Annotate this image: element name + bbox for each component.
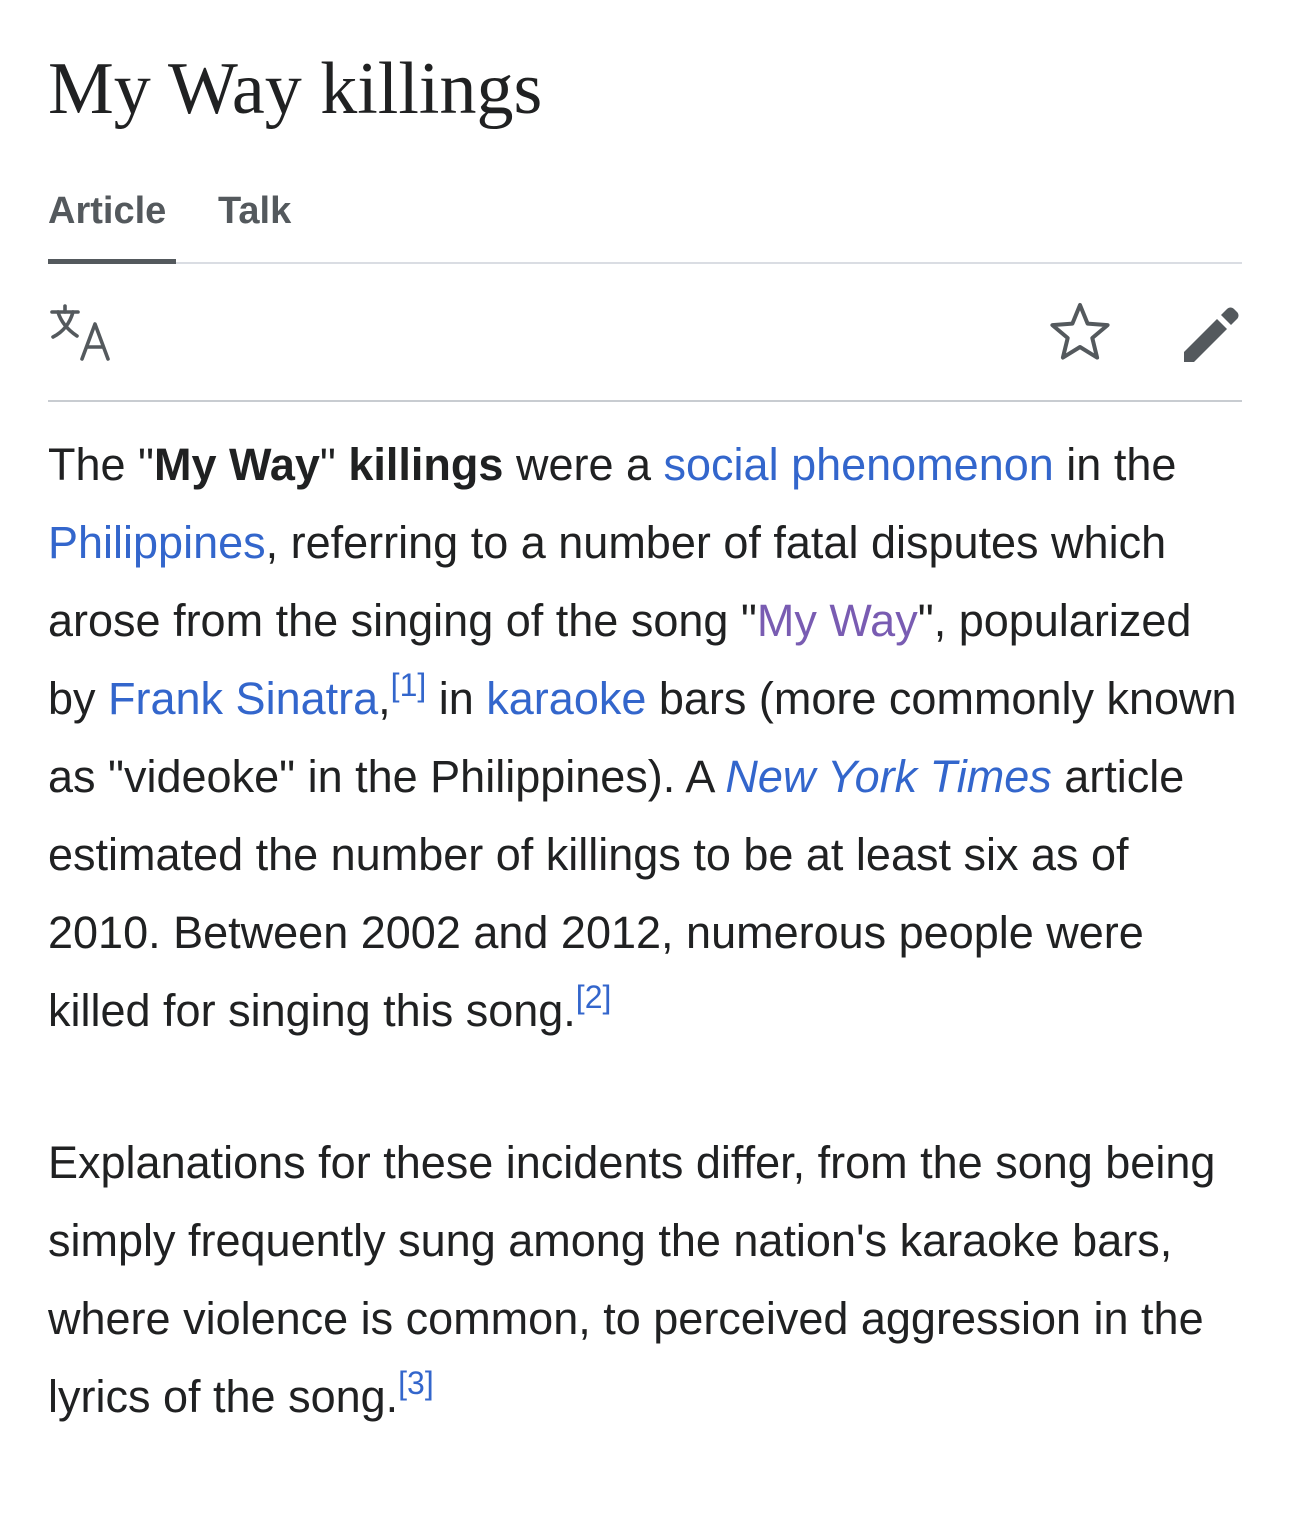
link-my-way-song[interactable]: My Way [756, 595, 918, 646]
star-icon [1044, 296, 1116, 368]
text-run: Explanations for these incidents differ, from the song being simply frequently sung among the nation's karaoke bars, where violence is common, to perceived aggression in the lyrics of the song. [48, 1137, 1216, 1422]
link-frank-sinatra[interactable]: Frank Sinatra [108, 673, 379, 724]
citation-link-1[interactable]: [1] [390, 667, 427, 703]
tab-article[interactable]: Article [48, 186, 176, 262]
link-philippines[interactable]: Philippines [48, 517, 266, 568]
watch-star-button[interactable] [1044, 296, 1116, 368]
text-run: , referring to a number of fatal disputes which arose from the singing of the song " [48, 517, 1167, 646]
text-run: , [378, 673, 391, 724]
page-title: My Way killings [48, 48, 543, 130]
text-run: The " [48, 439, 155, 490]
link-karaoke[interactable]: karaoke [486, 673, 647, 724]
text-run: were a [503, 439, 664, 490]
paragraph-intro [48, 426, 1242, 1050]
paragraph-explanations [48, 1124, 1242, 1436]
text-run: bars (more commonly known as "videoke" in the Philippines). A [48, 673, 1237, 802]
text-run: in [426, 673, 487, 724]
citation-link-2[interactable]: [2] [575, 979, 612, 1015]
citation-3 [398, 1365, 434, 1401]
language-icon [48, 296, 120, 368]
link-social-phenomenon[interactable]: social phenomenon [663, 439, 1054, 490]
language-button[interactable] [48, 296, 120, 368]
text-run: " [319, 439, 349, 490]
link-new-york-times[interactable] [725, 751, 1051, 802]
nyt-italic: New York Times [725, 751, 1052, 802]
edit-button[interactable] [1174, 296, 1246, 368]
pencil-icon [1174, 296, 1246, 368]
text-run: article estimated the number of killings to be at least six as of 2010. Between 2002 and 2012, numerous people were killed for singing this song. [48, 751, 1185, 1036]
citation-1 [391, 667, 427, 703]
tab-talk[interactable]: Talk [218, 190, 292, 232]
bold-subject-my-way: My Way [154, 439, 320, 490]
namespace-tabs [48, 186, 1242, 264]
citation-2 [576, 979, 612, 1015]
text-run: ", popularized by [48, 595, 1192, 724]
page-actions-toolbar [48, 264, 1242, 402]
bold-subject-killings: killings [348, 439, 504, 490]
citation-link-3[interactable]: [3] [398, 1365, 434, 1401]
article-content [48, 426, 1242, 1436]
text-run: in the [1053, 439, 1177, 490]
